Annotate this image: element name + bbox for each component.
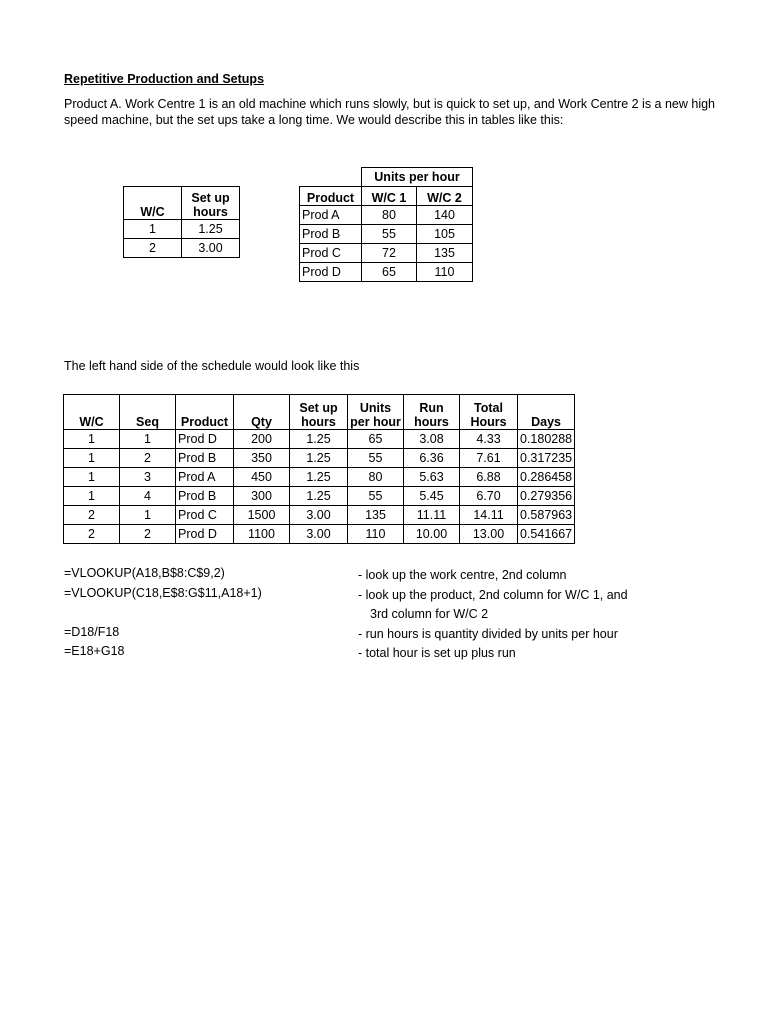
table-row — [64, 487, 575, 506]
table-cell: 135 — [417, 244, 473, 263]
table-cell: 1 — [64, 468, 120, 487]
table-cell: 450 — [234, 468, 290, 487]
table-cell: 350 — [234, 449, 290, 468]
table-row — [64, 430, 575, 449]
table-cell: 3 — [120, 468, 176, 487]
units-header-wc2: W/C 2 — [417, 187, 473, 206]
table-cell: 6.36 — [404, 449, 460, 468]
table-cell: 2 — [120, 449, 176, 468]
table-cell: 4.33 — [460, 430, 518, 449]
table-row — [300, 244, 473, 263]
table-cell: 3.00 — [290, 525, 348, 544]
table-cell: Prod D — [176, 430, 234, 449]
table-cell: 72 — [362, 244, 417, 263]
setup-hours-table — [123, 186, 240, 258]
table-cell: 1.25 — [290, 449, 348, 468]
table-cell: 55 — [362, 225, 417, 244]
table-cell: 1.25 — [290, 430, 348, 449]
table-cell: 80 — [348, 468, 404, 487]
table-cell: 1500 — [234, 506, 290, 525]
table-cell: 6.88 — [460, 468, 518, 487]
table-cell: 135 — [348, 506, 404, 525]
schedule-header-days: Days — [518, 395, 575, 430]
table-row — [300, 206, 473, 225]
table-cell: 5.63 — [404, 468, 460, 487]
table-cell: 1.25 — [290, 468, 348, 487]
schedule-header-total: Total Hours — [460, 395, 518, 430]
table-cell: 105 — [417, 225, 473, 244]
intro-paragraph: Product A. Work Centre 1 is an old machine which runs slowly, but is quick to set up, and Work Centre 2 is a new high speed machine, but the set ups take a long time. We would describe this in tables like this: — [64, 97, 716, 127]
table-row — [64, 525, 575, 544]
schedule-header-seq: Seq — [120, 395, 176, 430]
formula-1: =VLOOKUP(A18,B$8:C$9,2) — [64, 566, 225, 580]
table-row — [300, 225, 473, 244]
table-cell: 1 — [64, 487, 120, 506]
table-cell: 1100 — [234, 525, 290, 544]
units-header-wc1: W/C 1 — [362, 187, 417, 206]
table-cell: 2 — [124, 239, 182, 258]
document-title: Repetitive Production and Setups — [64, 72, 265, 86]
table-cell: 200 — [234, 430, 290, 449]
table-cell: Prod B — [300, 225, 362, 244]
table-cell: 300 — [234, 487, 290, 506]
formula-note-2-continued: 3rd column for W/C 2 — [370, 607, 489, 621]
table-cell: 11.11 — [404, 506, 460, 525]
table-cell: 1 — [120, 430, 176, 449]
table-cell: 1.25 — [290, 487, 348, 506]
units-per-hour-table — [299, 167, 473, 282]
table-cell: 7.61 — [460, 449, 518, 468]
table-cell: 1.25 — [182, 220, 240, 239]
schedule-header-wc: W/C — [64, 395, 120, 430]
table-row — [124, 239, 240, 258]
table-cell: 3.00 — [290, 506, 348, 525]
blank-corner — [300, 168, 362, 187]
table-cell: 4 — [120, 487, 176, 506]
table-cell: 5.45 — [404, 487, 460, 506]
table-cell: 110 — [417, 263, 473, 282]
table-cell: 1 — [124, 220, 182, 239]
table-cell: 55 — [348, 449, 404, 468]
schedule-header-units: Units per hour — [348, 395, 404, 430]
formula-note-4: - total hour is set up plus run — [358, 646, 516, 660]
formula-note-1: - look up the work centre, 2nd column — [358, 568, 567, 582]
table-cell: 140 — [417, 206, 473, 225]
table-cell: 3.08 — [404, 430, 460, 449]
schedule-header-run: Run hours — [404, 395, 460, 430]
formula-2: =VLOOKUP(C18,E$8:G$11,A18+1) — [64, 586, 262, 600]
table-cell: Prod D — [176, 525, 234, 544]
table-cell: 3.00 — [182, 239, 240, 258]
table-cell: 1 — [64, 449, 120, 468]
units-header-product: Product — [300, 187, 362, 206]
formula-note-2: - look up the product, 2nd column for W/C 1, and — [358, 588, 628, 602]
formula-3: =D18/F18 — [64, 625, 120, 639]
table-cell: Prod B — [176, 487, 234, 506]
table-cell: Prod C — [300, 244, 362, 263]
table-cell: 0.587963 — [518, 506, 575, 525]
units-group-header: Units per hour — [362, 168, 473, 187]
schedule-caption: The left hand side of the schedule would look like this — [64, 359, 360, 373]
table-cell: Prod B — [176, 449, 234, 468]
table-cell: 0.541667 — [518, 525, 575, 544]
table-cell: 2 — [120, 525, 176, 544]
table-cell: 0.286458 — [518, 468, 575, 487]
table-cell: 14.11 — [460, 506, 518, 525]
schedule-header-product: Product — [176, 395, 234, 430]
table-cell: 65 — [348, 430, 404, 449]
table-cell: 1 — [120, 506, 176, 525]
table-row — [300, 263, 473, 282]
table-cell: 2 — [64, 525, 120, 544]
formula-4: =E18+G18 — [64, 644, 125, 658]
table-cell: 65 — [362, 263, 417, 282]
setup-header-hours: Set up hours — [182, 187, 240, 220]
table-cell: 13.00 — [460, 525, 518, 544]
table-row — [64, 468, 575, 487]
table-cell: Prod C — [176, 506, 234, 525]
table-cell: Prod D — [300, 263, 362, 282]
schedule-header-qty: Qty — [234, 395, 290, 430]
schedule-table — [63, 394, 575, 544]
table-row — [64, 449, 575, 468]
table-cell: 10.00 — [404, 525, 460, 544]
table-cell: 0.279356 — [518, 487, 575, 506]
table-cell: 0.317235 — [518, 449, 575, 468]
table-cell: 110 — [348, 525, 404, 544]
formula-note-3: - run hours is quantity divided by units per hour — [358, 627, 618, 641]
table-row — [124, 220, 240, 239]
table-cell: 2 — [64, 506, 120, 525]
table-cell: 55 — [348, 487, 404, 506]
table-cell: 80 — [362, 206, 417, 225]
table-row — [64, 506, 575, 525]
table-cell: 1 — [64, 430, 120, 449]
setup-header-wc: W/C — [124, 187, 182, 220]
table-cell: 0.180288 — [518, 430, 575, 449]
schedule-header-setup: Set up hours — [290, 395, 348, 430]
table-cell: Prod A — [300, 206, 362, 225]
table-cell: Prod A — [176, 468, 234, 487]
table-cell: 6.70 — [460, 487, 518, 506]
